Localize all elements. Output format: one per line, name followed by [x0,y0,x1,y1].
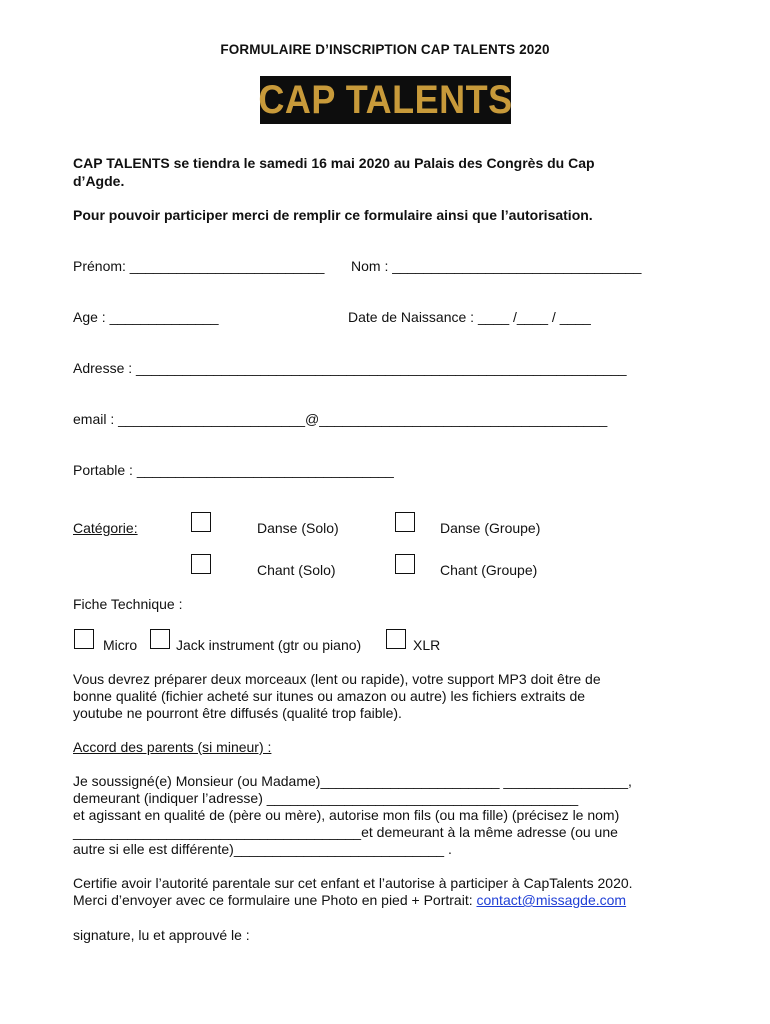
support-line-3: youtube ne pourront être diffusés (qualité trop faible). [73,705,402,721]
chant-solo-checkbox[interactable] [191,554,211,574]
certif-line-2 [73,892,626,909]
support-line-1: Vous devrez préparer deux morceaux (lent ou rapide), votre support MP3 doit être de [73,671,601,687]
chant-groupe-checkbox[interactable] [395,554,415,574]
fiche-technique-label: Fiche Technique : [73,596,183,612]
intro-line-3: Pour pouvoir participer merci de remplir ce formulaire ainsi que l’autorisation. [73,207,593,223]
adresse-field[interactable]: Adresse : _______________________________________________________________ [73,360,627,376]
xlr-label: XLR [413,637,441,653]
certif-line-1: Certifie avoir l’autorité parentale sur cet enfant et l’autorise à participer à CapTalents 2020. [73,875,633,891]
logo-text: CAP TALENTS [258,76,513,122]
chant-solo-label: Chant (Solo) [257,562,336,578]
nom-field[interactable]: Nom : ________________________________ [351,258,642,274]
micro-checkbox[interactable] [74,629,94,649]
portable-field[interactable]: Portable : _________________________________ [73,462,394,478]
chant-groupe-label: Chant (Groupe) [440,562,538,578]
age-field[interactable]: Age : ______________ [73,309,219,325]
parents-heading: Accord des parents (si mineur) : [73,739,272,755]
signature-line[interactable]: signature, lu et approuvé le : [73,927,250,943]
jack-label: Jack instrument (gtr ou piano) [176,637,362,653]
prenom-field[interactable]: Prénom: _________________________ [73,258,325,274]
certif-line-2-text: Merci d’envoyer avec ce formulaire une Photo en pied + Portrait: [73,892,477,908]
micro-label: Micro [103,637,138,653]
parents-line-2[interactable]: demeurant (indiquer l’adresse) ________________________________________ [73,790,579,806]
parents-line-5[interactable]: autre si elle est différente)___________________________ . [73,841,452,857]
parents-line-4[interactable]: _____________________________________et demeurant à la même adresse (ou une [73,824,618,840]
email-field[interactable]: email : ________________________@_____________________________________ [73,411,608,427]
parents-line-1[interactable]: Je soussigné(e) Monsieur (ou Madame)_______________________ ________________, [73,773,632,789]
support-line-2: bonne qualité (fichier acheté sur itunes ou amazon ou autre) les fichiers extraits de [73,688,586,704]
categorie-label: Catégorie: [73,520,138,536]
danse-solo-checkbox[interactable] [191,512,211,532]
page-title: FORMULAIRE D’INSCRIPTION CAP TALENTS 2020 [220,42,550,57]
intro-line-2: d’Agde. [73,173,125,189]
jack-checkbox[interactable] [150,629,170,649]
intro-line-1: CAP TALENTS se tiendra le samedi 16 mai 2020 au Palais des Congrès du Cap [73,155,595,171]
contact-email-link[interactable]: contact@missagde.com [476,892,627,908]
danse-solo-label: Danse (Solo) [257,520,339,536]
xlr-checkbox[interactable] [386,629,406,649]
danse-groupe-label: Danse (Groupe) [440,520,541,536]
danse-groupe-checkbox[interactable] [395,512,415,532]
date-naissance-field[interactable]: Date de Naissance : ____ /____ / ____ [348,309,591,325]
cap-talents-logo [260,76,511,124]
parents-line-3: et agissant en qualité de (père ou mère), autorise mon fils (ou ma fille) (précisez le nom) [73,807,620,823]
